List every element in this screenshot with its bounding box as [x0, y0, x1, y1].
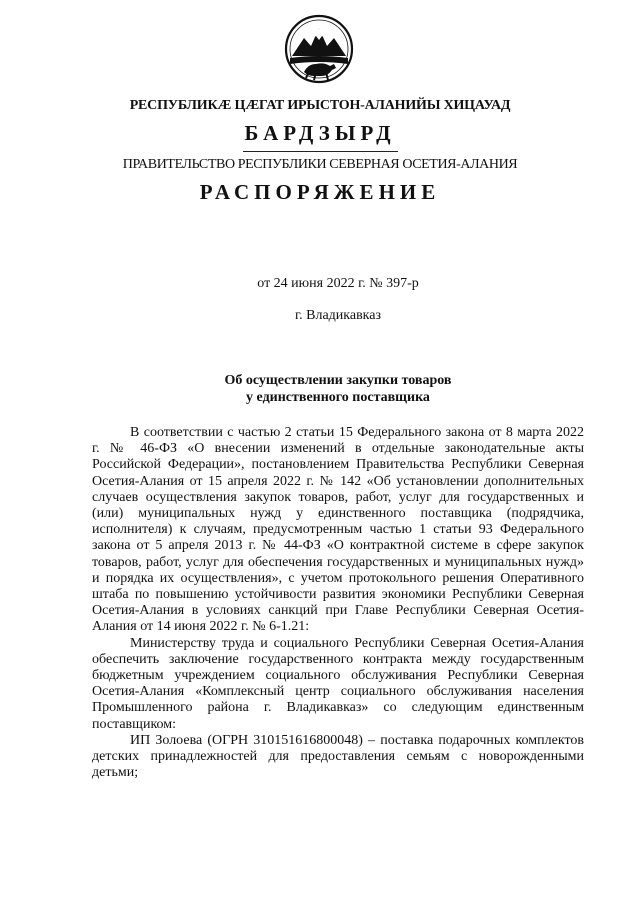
ossetian-document-type: БАРДЗЫРД — [244, 121, 396, 145]
paragraph-supplier: ИП Золоева (ОГРН 310151616800048) – поставка подарочных комплектов детских принадлежностей для предоставления семьям с новорожденными детьми; — [92, 732, 584, 781]
russian-government-name: ПРАВИТЕЛЬСТВО РЕСПУБЛИКИ СЕВЕРНАЯ ОСЕТИЯ-АЛАНИЯ — [122, 157, 518, 172]
paragraph-legal-basis: В соответствии с частью 2 статьи 15 Федерального закона от 8 марта 2022 г. № 46-ФЗ «О внесении изменений в отдельные законодательные акты Российской Федерации», постановлением Правительства Республики Северная Осетия-Алания от 15 апреля 2022 г. № 142 «Об установлении дополнительных случаев осуществления закупок товаров, работ, услуг для государственных и (или) муниципальных нужд у единственного поставщика (подрядчика, исполнителя) к случаям, предусмотренным частью 1 статьи 93 Федерального закона от 5 апреля 2013 г. № 44-ФЗ «О контрактной системе в сфере закупок товаров, работ, услуг для обеспечения государственных и муниципальных нужд» и порядка их осуществления», с учетом протокольного решения Оперативного штаба по повышению устойчивости развития экономики Республики Северная Осетия-Алания в условиях санкций при Главе Республики Северная Осетия-Алания от 14 июня 2022 г. № 6-1.21: — [92, 425, 584, 635]
header-divider — [243, 151, 398, 152]
document-title-line-2: у единственного поставщика — [246, 390, 430, 405]
document-date-number: от 24 июня 2022 г. № 397-р — [257, 276, 419, 291]
document-city: г. Владикавказ — [294, 308, 382, 323]
russian-document-type: РАСПОРЯЖЕНИЕ — [199, 180, 441, 204]
paragraph-instruction: Министерству труда и социального Республики Северная Осетия-Алания обеспечить заключение государственного контракта между государственным бюджетным учреждением социального обслуживания Республики Северная Осетия-Алания «Комплексный центр социального обслуживания населения Промышленного района г. Владикавказ» со следующим единственным поставщиком: — [92, 635, 584, 732]
document-body — [92, 425, 584, 781]
ossetian-government-name: РЕСПУБЛИКӔ ЦӔГАТ ИРЫСТОН-АЛАНИЙЫ ХИЦАУАД — [129, 98, 511, 113]
coat-of-arms-icon — [284, 14, 354, 84]
document-title-line-1: Об осуществлении закупки товаров — [224, 373, 452, 388]
